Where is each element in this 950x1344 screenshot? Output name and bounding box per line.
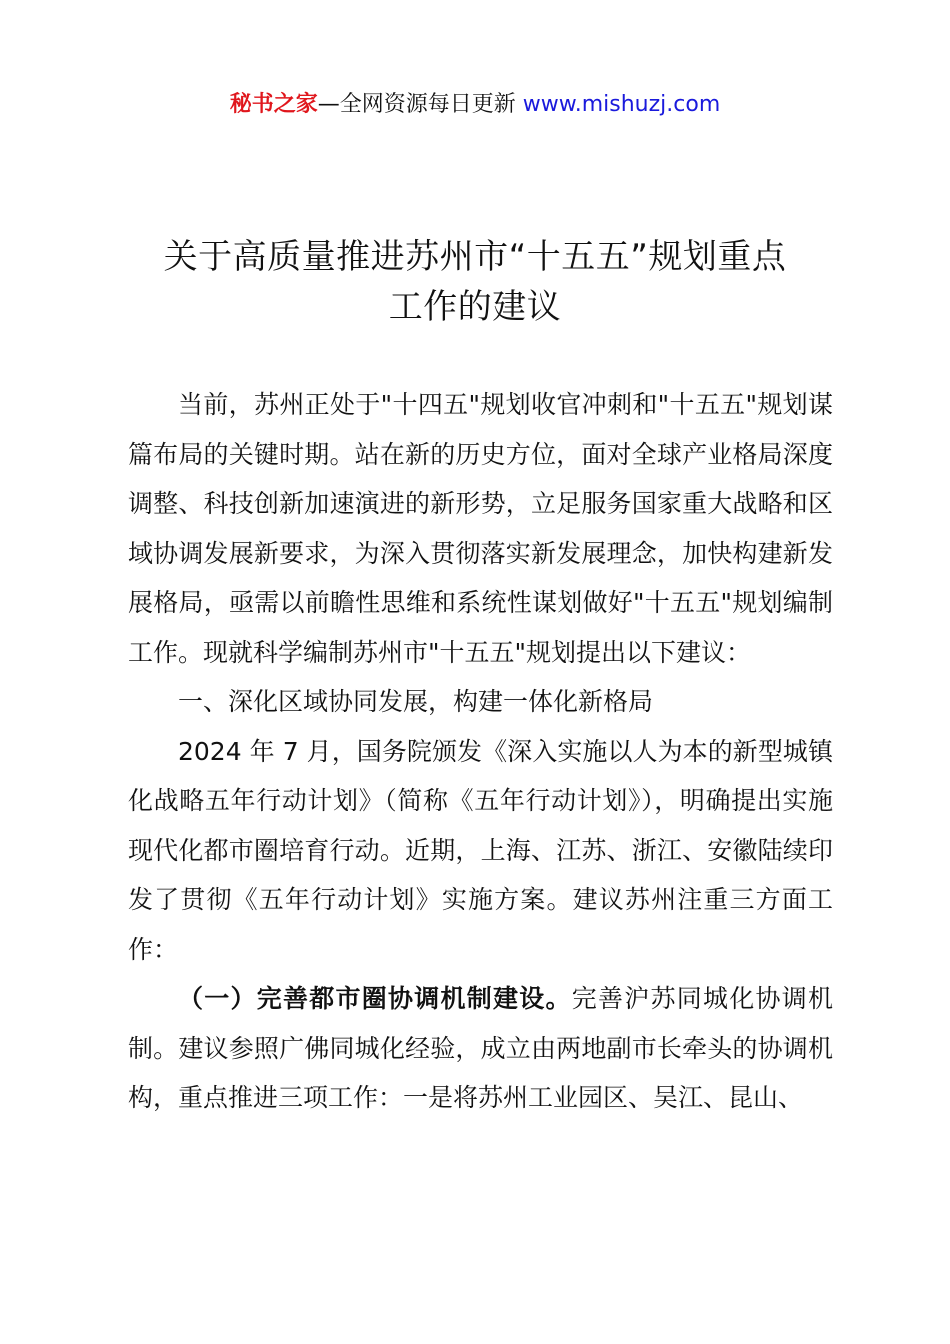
site-brand: 秘书之家 — [229, 92, 318, 117]
intro-paragraph: 当前，苏州正处于"十四五"规划收官冲刺和"十五五"规划谋篇布局的关键时期。站在新的历史方位，面对全球产业格局深度调整、科技创新加速演进的新形势，立足服务国家重大战略和区域协调发展新要求，为深入贯彻落实新发展理念，加快构建新发展格局，亟需以前瞻性思维和系统性谋划做好"十五五"规划编制工作。现就科学编制苏州市"十五五"规划提出以下建议： — [128, 390, 833, 667]
site-header — [0, 88, 950, 122]
document-title — [60, 232, 890, 332]
site-url-link[interactable]: www.mishuzj.com — [522, 92, 721, 117]
section-1-paragraph: 2024 年 7 月，国务院颁发《深入实施以人为本的新型城镇化战略五年行动计划》（简称《五年行动计划》），明确提出实施现代化都市圈培育行动。近期，上海、江苏、浙江、安徽陆续印发了贯彻《五年行动计划》实施方案。建议苏州注重三方面工作： — [128, 736, 833, 964]
title-line-1: 关于高质量推进苏州市“十五五”规划重点 — [163, 237, 787, 277]
document-body — [128, 380, 833, 1123]
title-line-2: 工作的建议 — [388, 287, 562, 327]
subsection-1-text: 完善沪苏同城化协调机制。建议参照广佛同城化经验，成立由两地副市长牵头的协调机构，重点推进三项工作：一是将苏州工业园区、吴江、昆山、 — [128, 984, 833, 1112]
site-slogan: —全网资源每日更新 — [317, 92, 516, 117]
subsection-1-paragraph — [128, 974, 833, 1123]
subsection-1-heading: （一）完善都市圈协调机制建设。 — [178, 984, 572, 1013]
section-1-heading: 一、深化区域协同发展，构建一体化新格局 — [178, 687, 654, 716]
